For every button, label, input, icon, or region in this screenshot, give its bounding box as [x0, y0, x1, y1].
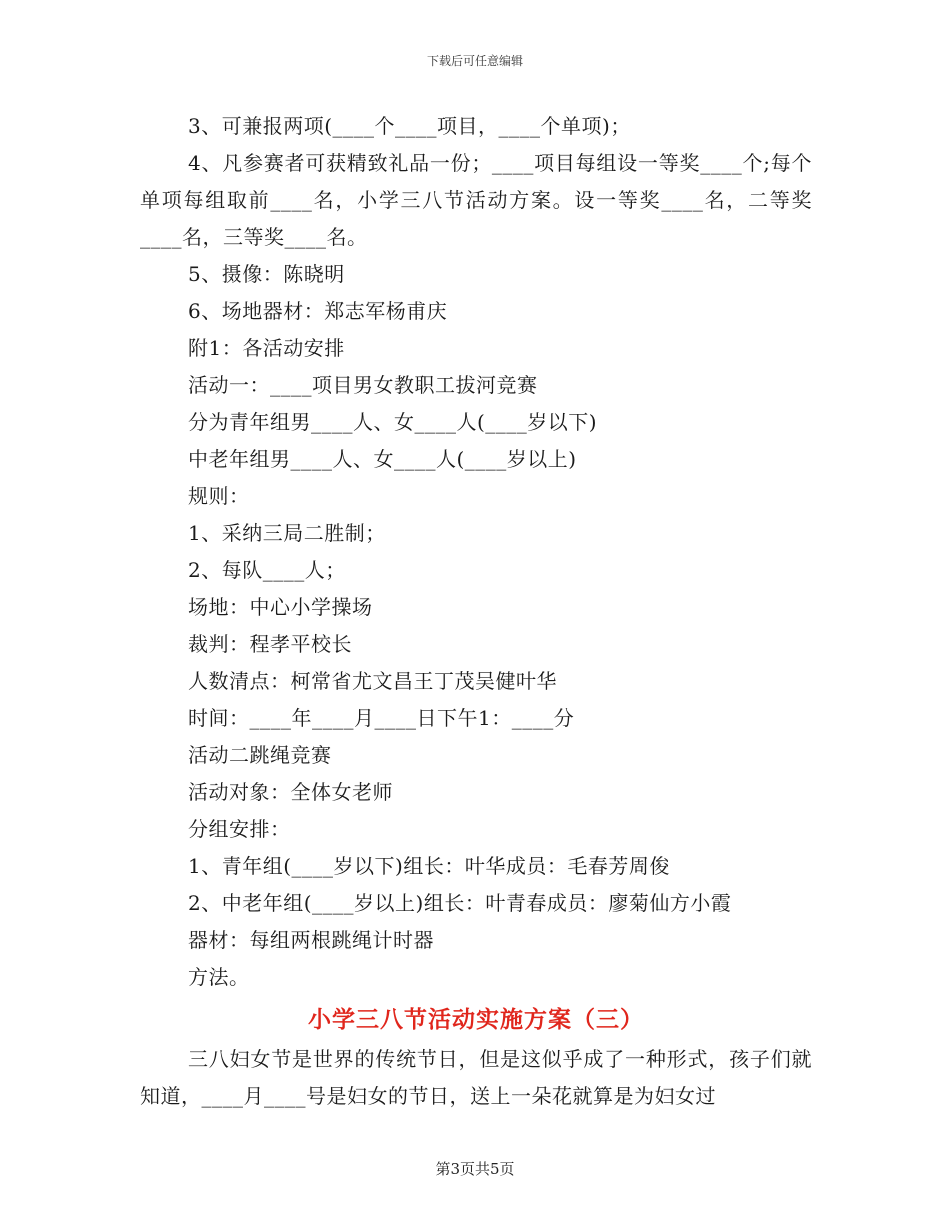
page-header: 下载后可任意编辑 — [426, 54, 523, 68]
paragraph: 规则： — [188, 484, 250, 508]
paragraph: 1、采纳三局二胜制； — [188, 521, 386, 545]
paragraph: 分组安排： — [188, 817, 291, 841]
document-body — [140, 108, 812, 1115]
paragraph: 附1：各活动安排 — [188, 336, 345, 360]
paragraph: 器材：每组两根跳绳计时器 — [188, 928, 434, 952]
paragraph: 时间：____年____月____日下午1：____分 — [188, 706, 575, 730]
paragraph: 4、凡参赛者可获精致礼品一份；____项目每组设一等奖____个;每个单项每组取前____名，小学三八节活动方案。设一等奖____名，二等奖____名，三等奖____名。 — [140, 151, 812, 249]
paragraph: 人数清点：柯常省尤文昌王丁茂吴健叶华 — [188, 669, 557, 693]
paragraph: 6、场地器材：郑志军杨甫庆 — [188, 299, 448, 323]
paragraph: 2、每队____人； — [188, 558, 346, 582]
page-footer: 第3页共5页 — [435, 1160, 515, 1178]
paragraph: 分为青年组男____人、女____人(____岁以下) — [188, 410, 598, 434]
paragraph: 2、中老年组(____岁以上)组长：叶青春成员：廖菊仙方小霞 — [188, 891, 732, 915]
paragraph: 3、可兼报两项(____个____项目，____个单项)； — [188, 114, 631, 138]
paragraph: 场地：中心小学操场 — [188, 595, 373, 619]
paragraph: 方法。 — [188, 965, 250, 989]
paragraph: 活动对象：全体女老师 — [188, 780, 393, 804]
paragraph: 5、摄像：陈晓明 — [188, 262, 345, 286]
paragraph: 裁判：程孝平校长 — [188, 632, 352, 656]
paragraph: 中老年组男____人、女____人(____岁以上) — [188, 447, 577, 471]
paragraph: 1、青年组(____岁以下)组长：叶华成员：毛春芳周俊 — [188, 854, 670, 878]
paragraph: 三八妇女节是世界的传统节日，但是这似乎成了一种形式，孩子们就知道，____月____号是妇女的节日，送上一朵花就算是为妇女过 — [140, 1047, 812, 1108]
section-title: 小学三八节活动实施方案（三） — [308, 1006, 644, 1033]
paragraph: 活动一：____项目男女教职工拔河竞赛 — [188, 373, 538, 397]
paragraph: 活动二跳绳竞赛 — [188, 743, 332, 767]
